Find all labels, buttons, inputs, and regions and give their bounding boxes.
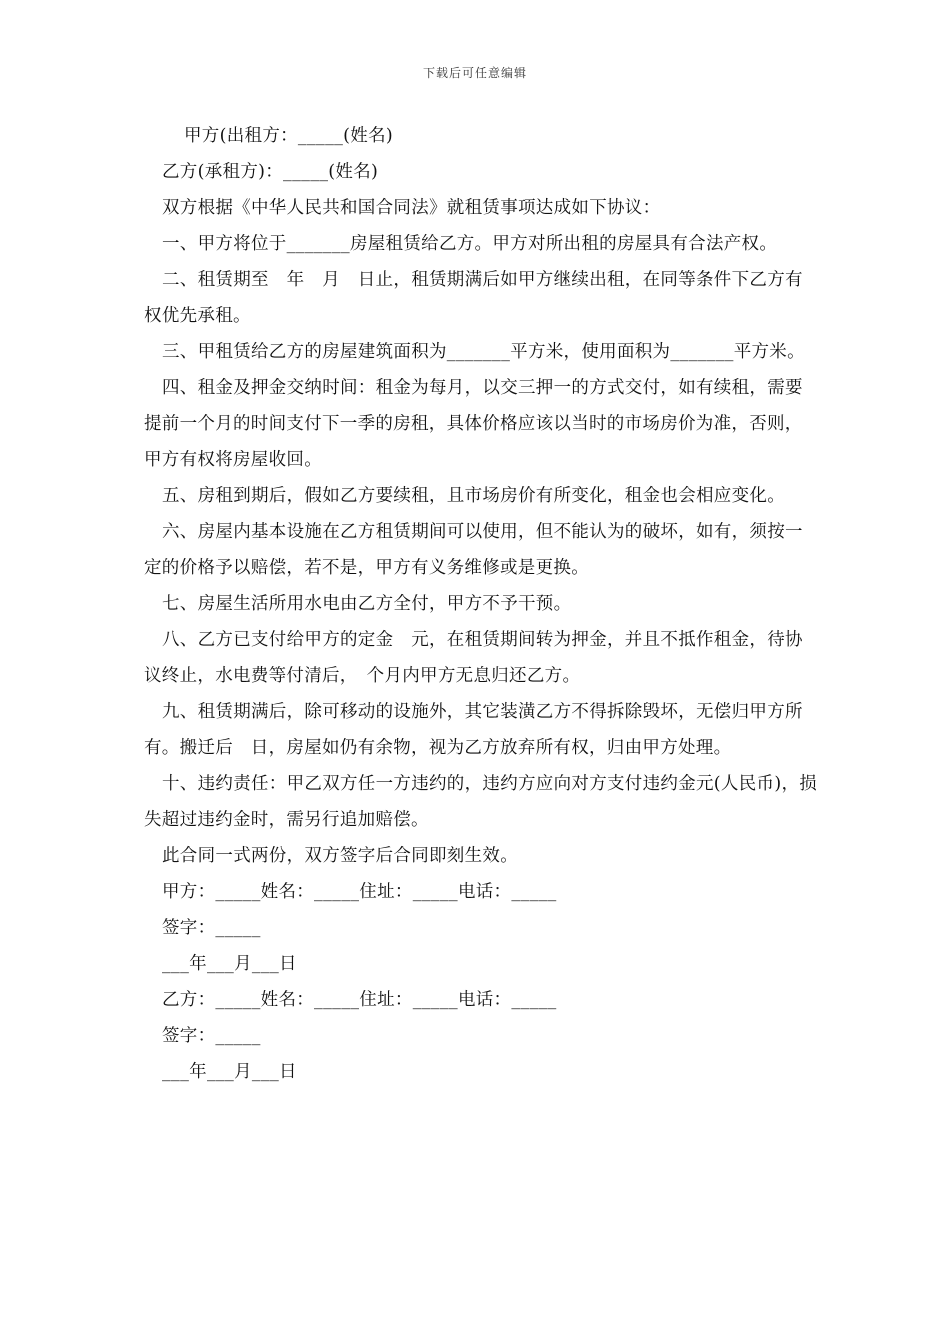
party-a-info: 甲方：_____姓名：_____住址：_____电话：_____: [162, 882, 557, 902]
agreement-intro: 双方根据《中华人民共和国合同法》就租赁事项达成如下协议：: [162, 198, 661, 218]
party-a-date: ___年___月___日: [162, 954, 297, 974]
clause-8: 八、乙方已支付给甲方的定金 元，在租赁期间转为押金，并且不抵作租金，待协议终止，水电费等付清后， 个月内甲方无息归还乙方。: [144, 630, 803, 686]
page-header: 下载后可任意编辑: [422, 66, 527, 80]
contract-body: [144, 118, 820, 1090]
clause-2: 二、租赁期至 年 月 日止，租赁期满后如甲方继续出租，在同等条件下乙方有权优先承租。: [144, 270, 803, 326]
clause-5: 五、房租到期后，假如乙方要续租，且市场房价有所变化，租金也会相应变化。: [162, 486, 785, 506]
party-a-line: 甲方(出租方：_____(姓名): [184, 126, 394, 146]
clause-7: 七、房屋生活所用水电由乙方全付，甲方不予干预。: [162, 594, 572, 614]
party-a-signature: 签字：_____: [162, 918, 261, 938]
clause-4: 四、租金及押金交纳时间：租金为每月，以交三押一的方式交付，如有续租，需要提前一个月的时间支付下一季的房租，具体价格应该以当时的市场房价为准，否则，甲方有权将房屋收回。: [144, 378, 803, 470]
clause-10: 十、违约责任：甲乙双方任一方违约的，违约方应向对方支付违约金元(人民币)，损失超过违约金时，需另行追加赔偿。: [144, 774, 818, 830]
party-b-line: 乙方(承租方)：_____(姓名): [162, 162, 379, 182]
party-b-info: 乙方：_____姓名：_____住址：_____电话：_____: [162, 990, 557, 1010]
clause-9: 九、租赁期满后，除可移动的设施外，其它装潢乙方不得拆除毁坏，无偿归甲方所有。搬迁后 日，房屋如仍有余物，视为乙方放弃所有权，归由甲方处理。: [144, 702, 803, 758]
clause-1: 一、甲方将位于_______房屋租赁给乙方。甲方对所出租的房屋具有合法产权。: [162, 234, 778, 254]
effective-clause: 此合同一式两份，双方签字后合同即刻生效。: [162, 846, 518, 866]
clause-3: 三、甲租赁给乙方的房屋建筑面积为_______平方米，使用面积为_______平方米。: [162, 342, 805, 362]
party-b-signature: 签字：_____: [162, 1026, 261, 1046]
party-b-date: ___年___月___日: [162, 1062, 297, 1082]
clause-6: 六、房屋内基本设施在乙方租赁期间可以使用，但不能认为的破坏，如有，须按一定的价格予以赔偿，若不是，甲方有义务维修或是更换。: [144, 522, 803, 578]
